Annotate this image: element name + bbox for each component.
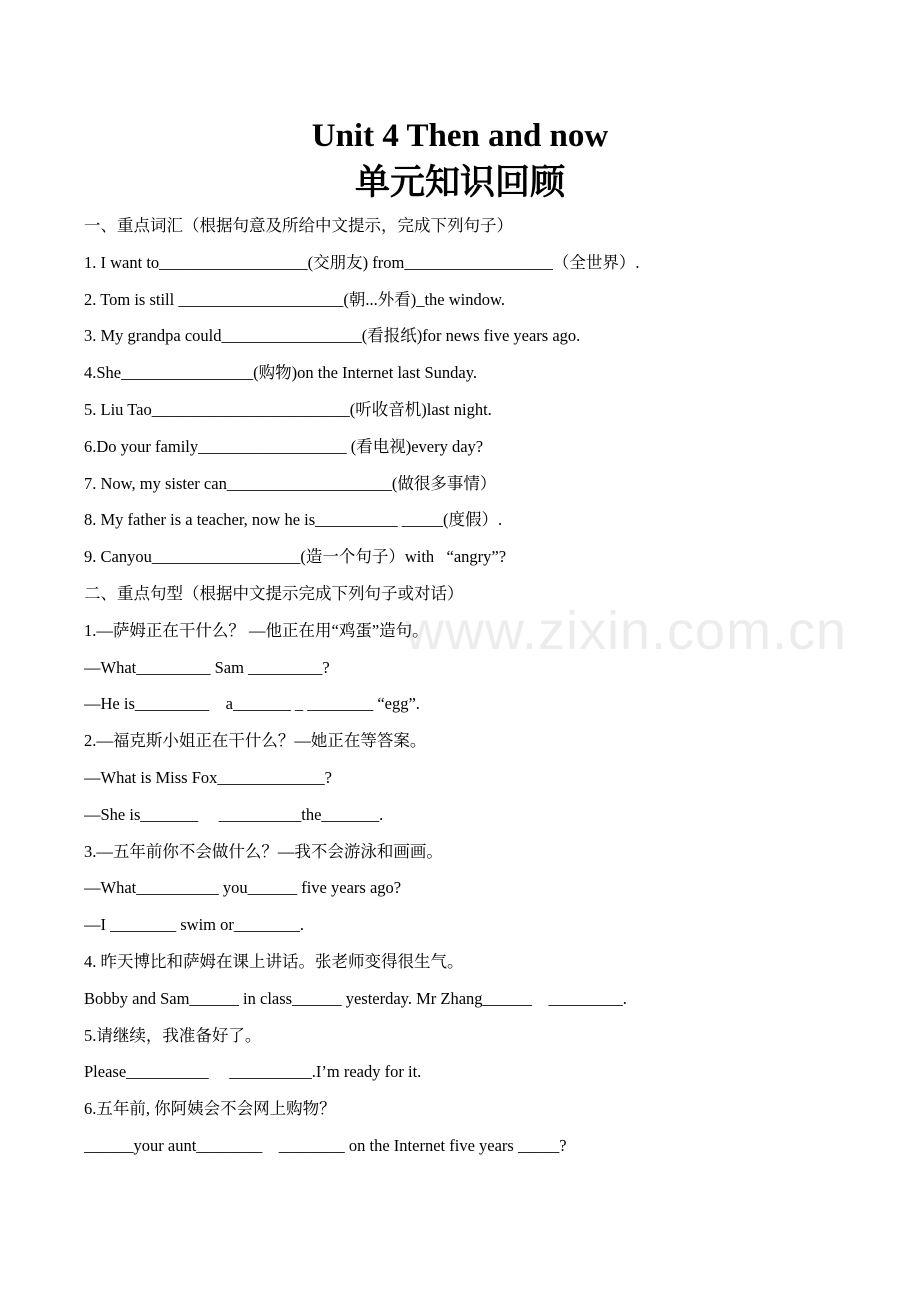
site-watermark: www.zixin.com.cn (405, 601, 848, 661)
vocab-question-7: 7. Now, my sister can____________________(做很多事情） (84, 473, 497, 493)
vocab-question-3: 3. My grandpa could_________________(看报纸)for news five years ago. (84, 326, 581, 346)
document-title: Unit 4 Then and now (311, 118, 609, 154)
vocab-question-8: 8. My father is a teacher, now he is__________ _____(度假）. (84, 510, 503, 530)
sentence-question-3-line-b: —I ________ swim or________. (84, 915, 304, 935)
sentence-question-2-line-a: —What is Miss Fox_____________? (84, 767, 332, 787)
vocab-question-9: 9. Canyou__________________(造一个句子）with “angry”? (84, 547, 507, 567)
sentence-question-2-prompt: 2.—福克斯小姐正在干什么？—她正在等答案。 (84, 731, 427, 751)
sentence-question-3-line-a: —What__________ you______ five years ago? (84, 878, 402, 898)
sentence-question-5-answer: Please__________ __________.I’m ready for it. (84, 1062, 422, 1082)
sentence-question-2-line-b: —She is_______ __________the_______. (84, 804, 384, 824)
sentence-question-1-line-a: —What_________ Sam _________? (84, 657, 330, 677)
sentence-question-3-prompt: 3.—五年前你不会做什么？—我不会游泳和画画。 (84, 841, 443, 861)
vocab-question-2: 2. Tom is still ____________________(朝...外看)_the window. (84, 289, 505, 309)
sentence-question-1-line-b: —He is_________ a_______ _ ________ “egg”. (84, 694, 420, 714)
vocab-question-6: 6.Do your family__________________ (看电视)every day? (84, 436, 484, 456)
sentence-question-4-answer: Bobby and Sam______ in class______ yesterday. Mr Zhang______ _________. (84, 988, 627, 1008)
sentence-question-4-prompt: 4. 昨天博比和萨姆在课上讲话。张老师变得很生气。 (84, 951, 464, 971)
exercise-content (84, 208, 884, 1165)
sentence-question-6-prompt: 6.五年前, 你阿姨会不会网上购物？ (84, 1099, 336, 1119)
sentence-question-5-prompt: 5.请继续，我准备好了。 (84, 1025, 262, 1045)
section-2-heading: 二、重点句型（根据中文提示完成下列句子或对话） (84, 583, 464, 603)
vocab-question-5: 5. Liu Tao________________________(听收音机)last night. (84, 399, 492, 419)
sentence-question-6-answer: ______your aunt________ ________ on the Internet five years _____? (84, 1135, 567, 1155)
vocab-question-1: 1. I want to__________________(交朋友) from__________________（全世界）. (84, 252, 640, 272)
section-1-heading: 一、重点词汇（根据句意及所给中文提示，完成下列句子） (84, 216, 513, 235)
document-subtitle: 单元知识回顾 (354, 163, 565, 203)
sentence-question-1-prompt: 1.—萨姆正在干什么？ —他正在用“鸡蛋”造句。 (84, 620, 429, 640)
vocab-question-4: 4.She________________(购物)on the Internet last Sunday. (84, 363, 478, 383)
